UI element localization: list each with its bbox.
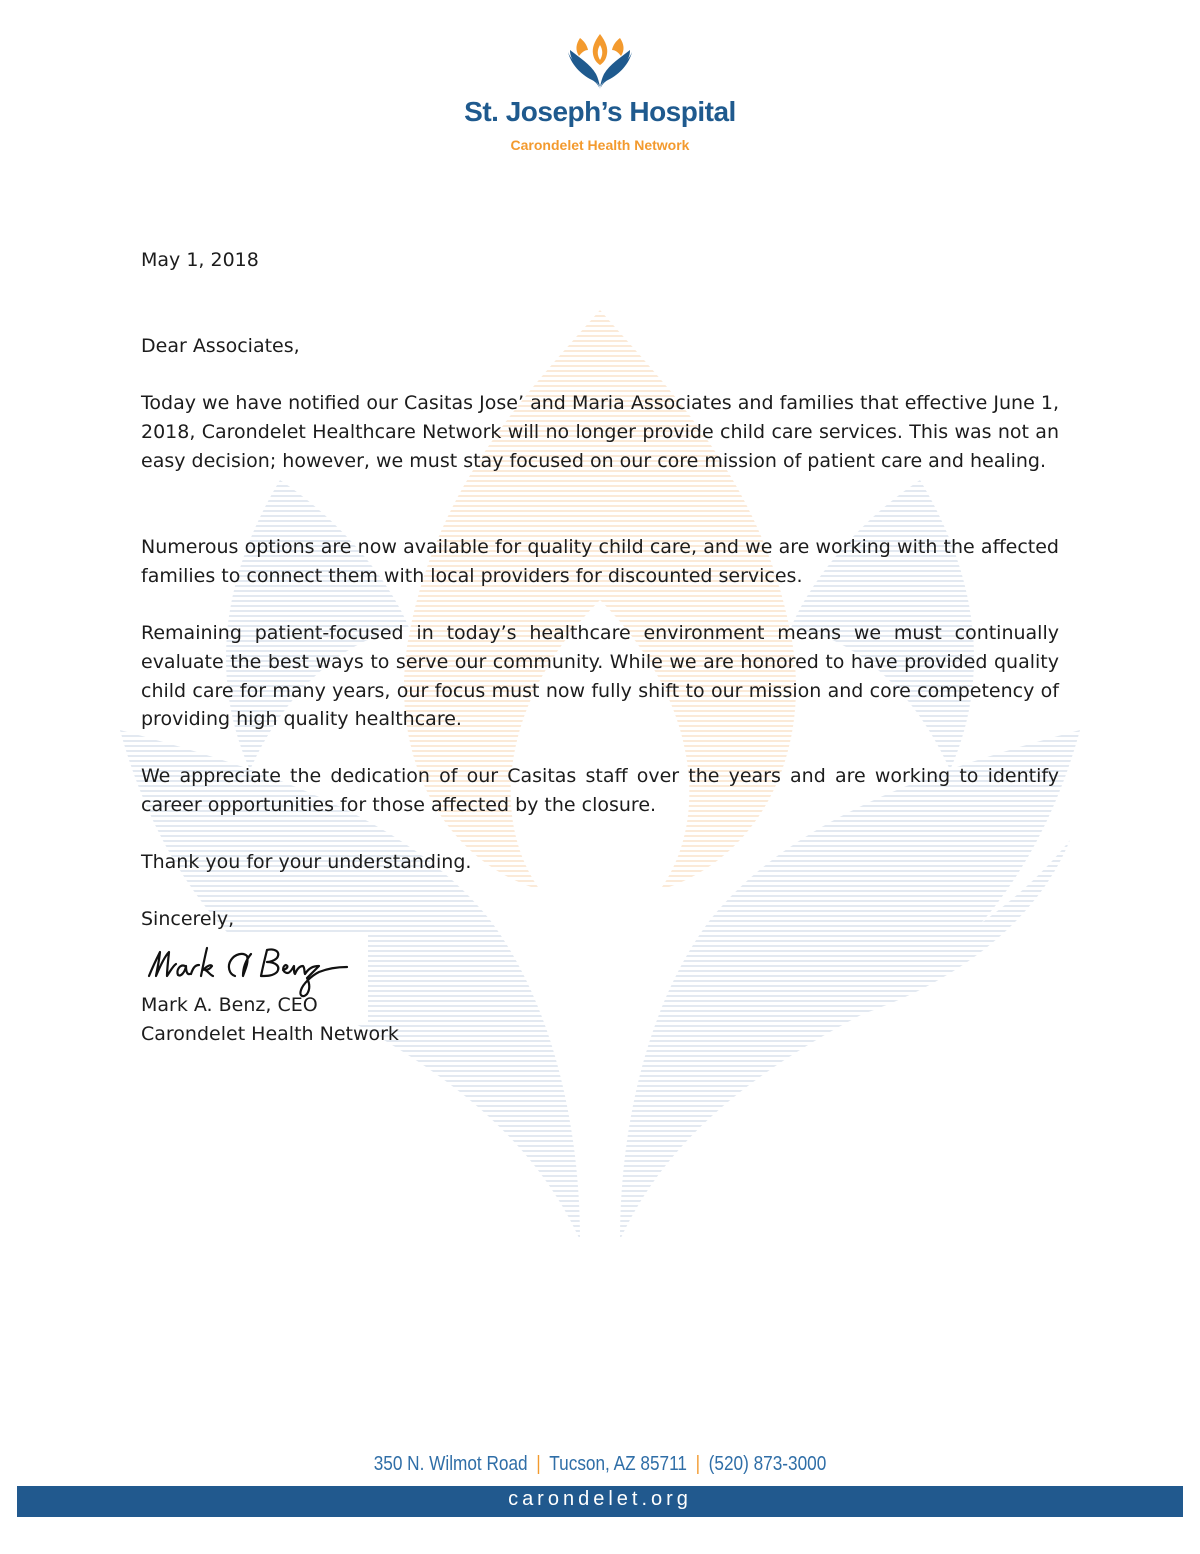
letter-paragraph: We appreciate the dedication of our Casitas staff over the years and are working to identify career opportunities for those affected by the closure.: [141, 765, 1059, 816]
organization-subtitle: Carondelet Health Network: [510, 137, 690, 153]
footer-address: 350 N. Wilmot Road: [373, 1453, 528, 1475]
footer-city: Tucson, AZ 85711: [549, 1453, 687, 1475]
signer-organization: Carondelet Health Network: [141, 1023, 399, 1045]
letter-paragraph: Remaining patient-focused in today’s healthcare environment means we must continually evaluate the best ways to serve our community. While we are honored to have provided quality child care for many years, our focus must now fully shift to our mission and core competency of providing high quality healthcare.: [141, 622, 1059, 731]
footer-bar: [17, 1486, 1183, 1517]
handwritten-signature: [143, 936, 353, 1014]
flame-hands-logo-icon: [566, 32, 634, 90]
footer-phone: (520) 873-3000: [708, 1453, 827, 1475]
footer-website: carondelet.org: [508, 1488, 692, 1510]
letter-closing: Sincerely,: [141, 908, 235, 930]
organization-name: St. Joseph’s Hospital: [464, 96, 736, 127]
letter-date: May 1, 2018: [141, 249, 259, 271]
footer-separator: |: [536, 1453, 541, 1475]
letter-paragraph: Today we have notified our Casitas Jose’ and Maria Associates and families that effective June 1, 2018, Carondelet Healthcare Network will no longer provide child care services. This was not an easy decision; however, we must stay focused on our core mission of patient care and healing.: [141, 392, 1059, 472]
letter-paragraph: Numerous options are now available for quality child care, and we are working with the affected families to connect them with local providers for discounted services.: [141, 536, 1059, 587]
footer-contact-line: [84, 1453, 1116, 1476]
signer-name: Mark A. Benz, CEO: [141, 994, 318, 1016]
footer-separator: |: [695, 1453, 701, 1475]
letter-thanks: Thank you for your understanding.: [141, 851, 472, 873]
letter-salutation: Dear Associates,: [141, 335, 300, 357]
